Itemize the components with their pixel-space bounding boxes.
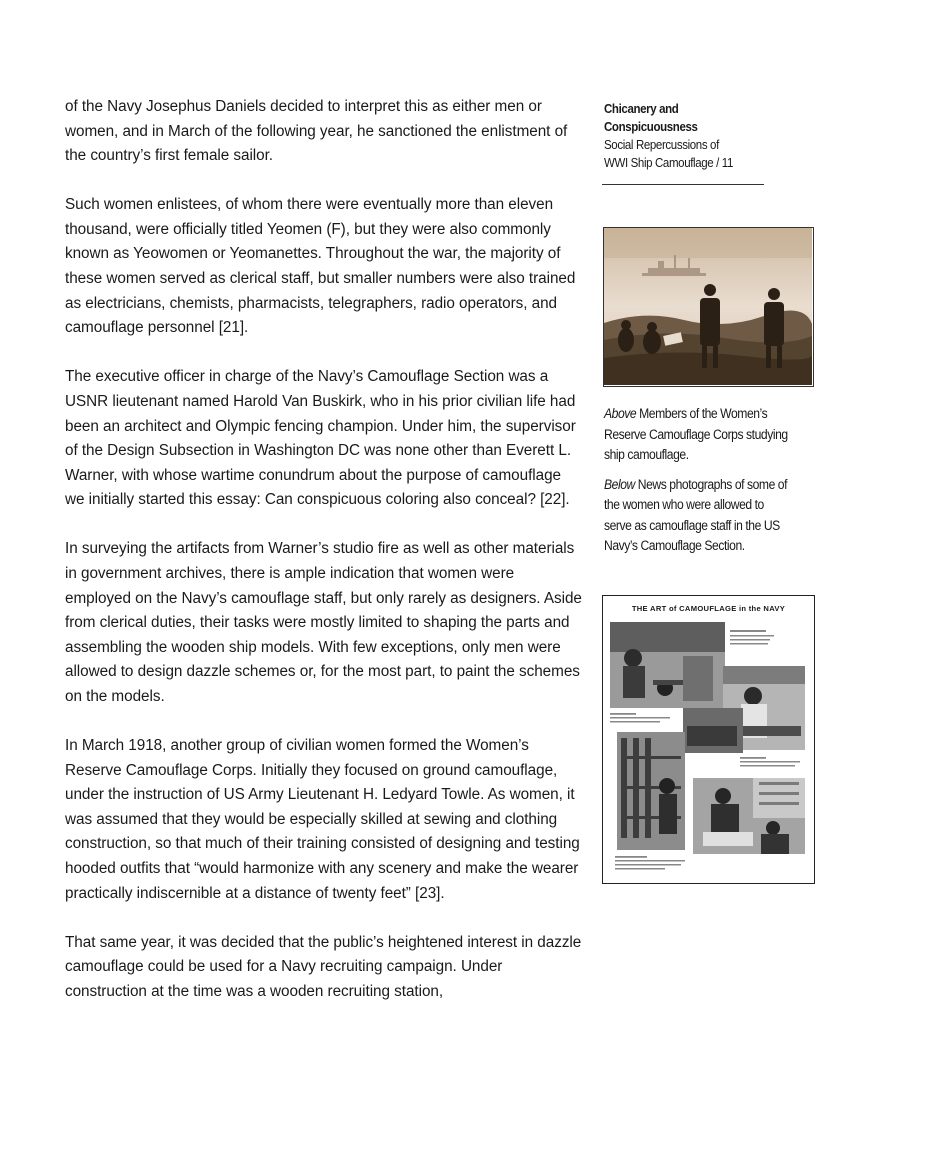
article-body [65,95,583,1029]
paragraph: of the Navy Josephus Daniels decided to interpret this as either men or women, and in March of the following year, he sanctioned the enlistment of the country’s first female sailor. [65,98,568,165]
paragraph: That same year, it was decided that the public’s heightened interest in dazzle camouflage could be used for a Navy recruiting campaign. Under construction at the time was a wooden recruiting station, [65,933,582,1000]
caption-above [604,404,793,466]
paragraph: The executive officer in charge of the Navy’s Camouflage Section was a USNR lieutenant named Harold Van Buskirk, who in his prior civilian life had been an architect and Olympic fencing champion. Under him, the supervisor of the Design Subsection in Washington DC was none other than Everett L. Warner, with whose wartime conundrum about the purpose of camouflage we initially started this essay: Can conspicuous coloring also conceal? [22]. [65,368,576,509]
caption-below [604,475,793,557]
caption-label: Above [604,406,637,421]
header-title: Conspicuousness [604,120,698,134]
paragraph: In surveying the artifacts from Warner’s studio fire as well as other materials in government archives, there is ample indication that women were employed on the Navy’s camouflage staff, but only rarely as designers. Aside from clerical duties, their tasks were mostly limited to shaping the parts and assembling the wooden ship models. With few exceptions, only men were allowed to design dazzle schemes or, for the most part, to paint the schemes on the models. [65,540,582,705]
photo-captions [604,404,794,566]
paragraph: In March 1918, another group of civilian women formed the Women’s Reserve Camouflage Corps. Initially they focused on ground camouflage, under the instruction of US Army Lieutenant H. Ledyard Towle. As women, it was assumed that they would be especially skilled at sewing and clothing construction, so that much of their training consisted of designing and testing hooded outfits that “would harmonize with any scenery and make the wearer practically indiscernible at a distance of twenty feet” [23]. [65,737,580,902]
caption-text: News photographs of some of the women who were allowed to serve as camouflage staff in the US Navy’s Camouflage Section. [604,476,788,553]
poster-title: THE ART of CAMOUFLAGE in the NAVY [631,604,786,613]
header-title: Chicanery and [604,102,679,116]
paragraph: Such women enlistees, of whom there were eventually more than eleven thousand, were officially titled Yeomen (F), but they were also commonly known as Yeowomen or Yeomanettes. Throughout the war, the majority of these women served as clerical staff, but smaller numbers were also trained as electricians, chemists, pharmacists, telegraphers, radio operators, and camouflage personnel [21]. [65,196,576,337]
header-subtitle: Social Repercussions of [604,138,719,152]
caption-label: Below [604,476,635,492]
caption-text: Members of the Women’s Reserve Camouflage Corps studying ship camouflage. [604,406,788,462]
news-photographs-poster [602,595,815,884]
running-header [604,100,844,172]
header-divider [602,184,764,185]
header-subtitle: WWI Ship Camouflage / 11 [604,156,734,170]
camouflage-corps-photo [603,227,814,387]
